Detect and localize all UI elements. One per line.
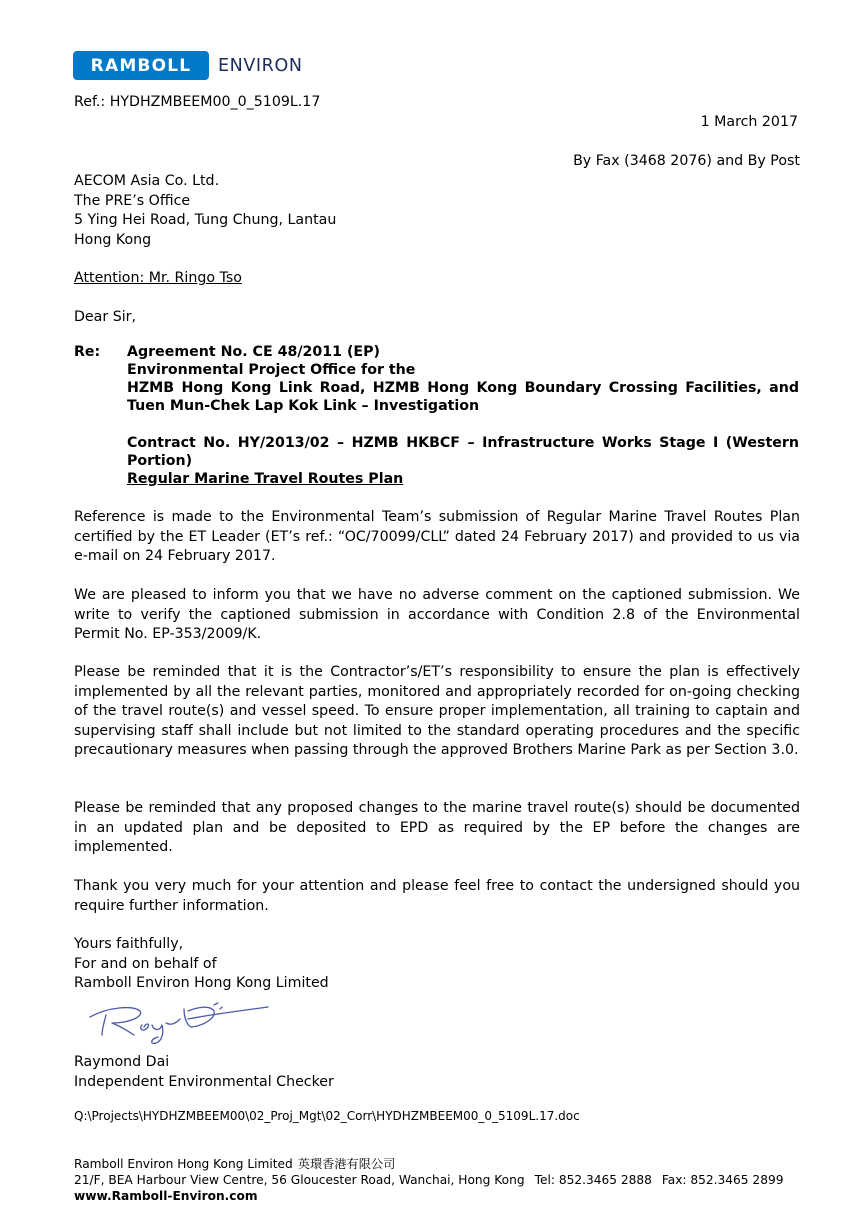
re-line: Environmental Project Office for the <box>127 362 416 378</box>
closing-line: For and on behalf of <box>74 955 217 972</box>
salutation: Dear Sir, <box>74 309 136 325</box>
re-subject-block <box>127 343 799 415</box>
handwritten-signature <box>88 995 270 1047</box>
footer-tel: Tel: 852.3465 2888 <box>534 1173 652 1187</box>
footer-company-cn: 英環香港有限公司 <box>297 1157 396 1171</box>
closing-block <box>74 935 329 994</box>
footer-company-line <box>74 1156 395 1172</box>
paragraph-2: We are pleased to inform you that we have no adverse comment on the captioned submission. We write to verify the captioned submission in accordance with Condition 2.8 of the Environmental Permit No. EP-353/2009/K. <box>74 587 800 642</box>
attention-line: Attention: Mr. Ringo Tso <box>74 270 242 286</box>
paragraph-1: Reference is made to the Environmental Team’s submission of Regular Marine Travel Routes Plan certified by the ET Leader (ET’s ref.: “OC/70099/CLL” dated 24 February 2017) and provided to us via e-mail on 24 February 2017. <box>74 509 800 564</box>
recipient-line: The PRE’s Office <box>74 192 191 209</box>
signatory-name: Raymond Dai <box>74 1054 170 1070</box>
recipient-line: AECOM Asia Co. Ltd. <box>74 173 220 189</box>
contract-block <box>127 434 799 488</box>
re-line: Agreement No. CE 48/2011 (EP) <box>127 344 381 360</box>
recipient-line: Hong Kong <box>74 231 152 248</box>
footer-company: Ramboll Environ Hong Kong Limited <box>74 1157 293 1171</box>
company-logo <box>73 51 303 80</box>
subject-line: Regular Marine Travel Routes Plan <box>127 471 404 487</box>
reference-number: Ref.: HYDHZMBEEM00_0_5109L.17 <box>74 94 321 110</box>
footer-address: 21/F, BEA Harbour View Centre, 56 Gloucester Road, Wanchai, Hong Kong <box>74 1173 525 1187</box>
footer-contact-line <box>74 1172 783 1188</box>
logo-suffix: ENVIRON <box>218 55 303 76</box>
delivery-method: By Fax (3468 2076) and By Post <box>573 153 800 169</box>
re-label: Re: <box>74 344 101 360</box>
paragraph-3: Please be reminded that it is the Contractor’s/ET’s responsibility to ensure the plan is effectively implemented by all the relevant parties, monitored and appropriately recorded for on-going checking of the travel route(s) and vessel speed. To ensure proper implementation, all training to captain and supervising staff shall include but not limited to the standard operating procedures and the specific precautionary measures when passing through the approved Brothers Marine Park as per Section 3.0. <box>74 664 800 758</box>
recipient-address <box>74 172 336 250</box>
contract-line: Contract No. HY/2013/02 – HZMB HKBCF – Infrastructure Works Stage I (Western Portion) <box>127 435 799 469</box>
signatory-title: Independent Environmental Checker <box>74 1074 334 1090</box>
paragraph-5: Thank you very much for your attention and please feel free to contact the undersigned should you require further information. <box>74 878 800 914</box>
footer-fax: Fax: 852.3465 2899 <box>661 1173 784 1187</box>
letter-date: 1 March 2017 <box>700 114 798 130</box>
recipient-line: 5 Ying Hei Road, Tung Chung, Lantau <box>74 212 337 228</box>
re-line: HZMB Hong Kong Link Road, HZMB Hong Kong Boundary Crossing Facilities, and Tuen Mun-Chek Lap Kok Link – Investigation <box>127 380 799 414</box>
footer-website[interactable]: www.Ramboll-Environ.com <box>74 1189 258 1203</box>
file-path: Q:\Projects\HYDHZMBEEM00\02_Proj_Mgt\02_Corr\HYDHZMBEEM00_0_5109L.17.doc <box>74 1109 580 1123</box>
logo-brand-badge: RAMBOLL <box>73 51 209 80</box>
closing-line: Ramboll Environ Hong Kong Limited <box>74 975 329 991</box>
paragraph-4: Please be reminded that any proposed changes to the marine travel route(s) should be documented in an updated plan and be deposited to EPD as required by the EP before the changes are implemented. <box>74 800 800 855</box>
closing-line: Yours faithfully, <box>74 936 184 952</box>
